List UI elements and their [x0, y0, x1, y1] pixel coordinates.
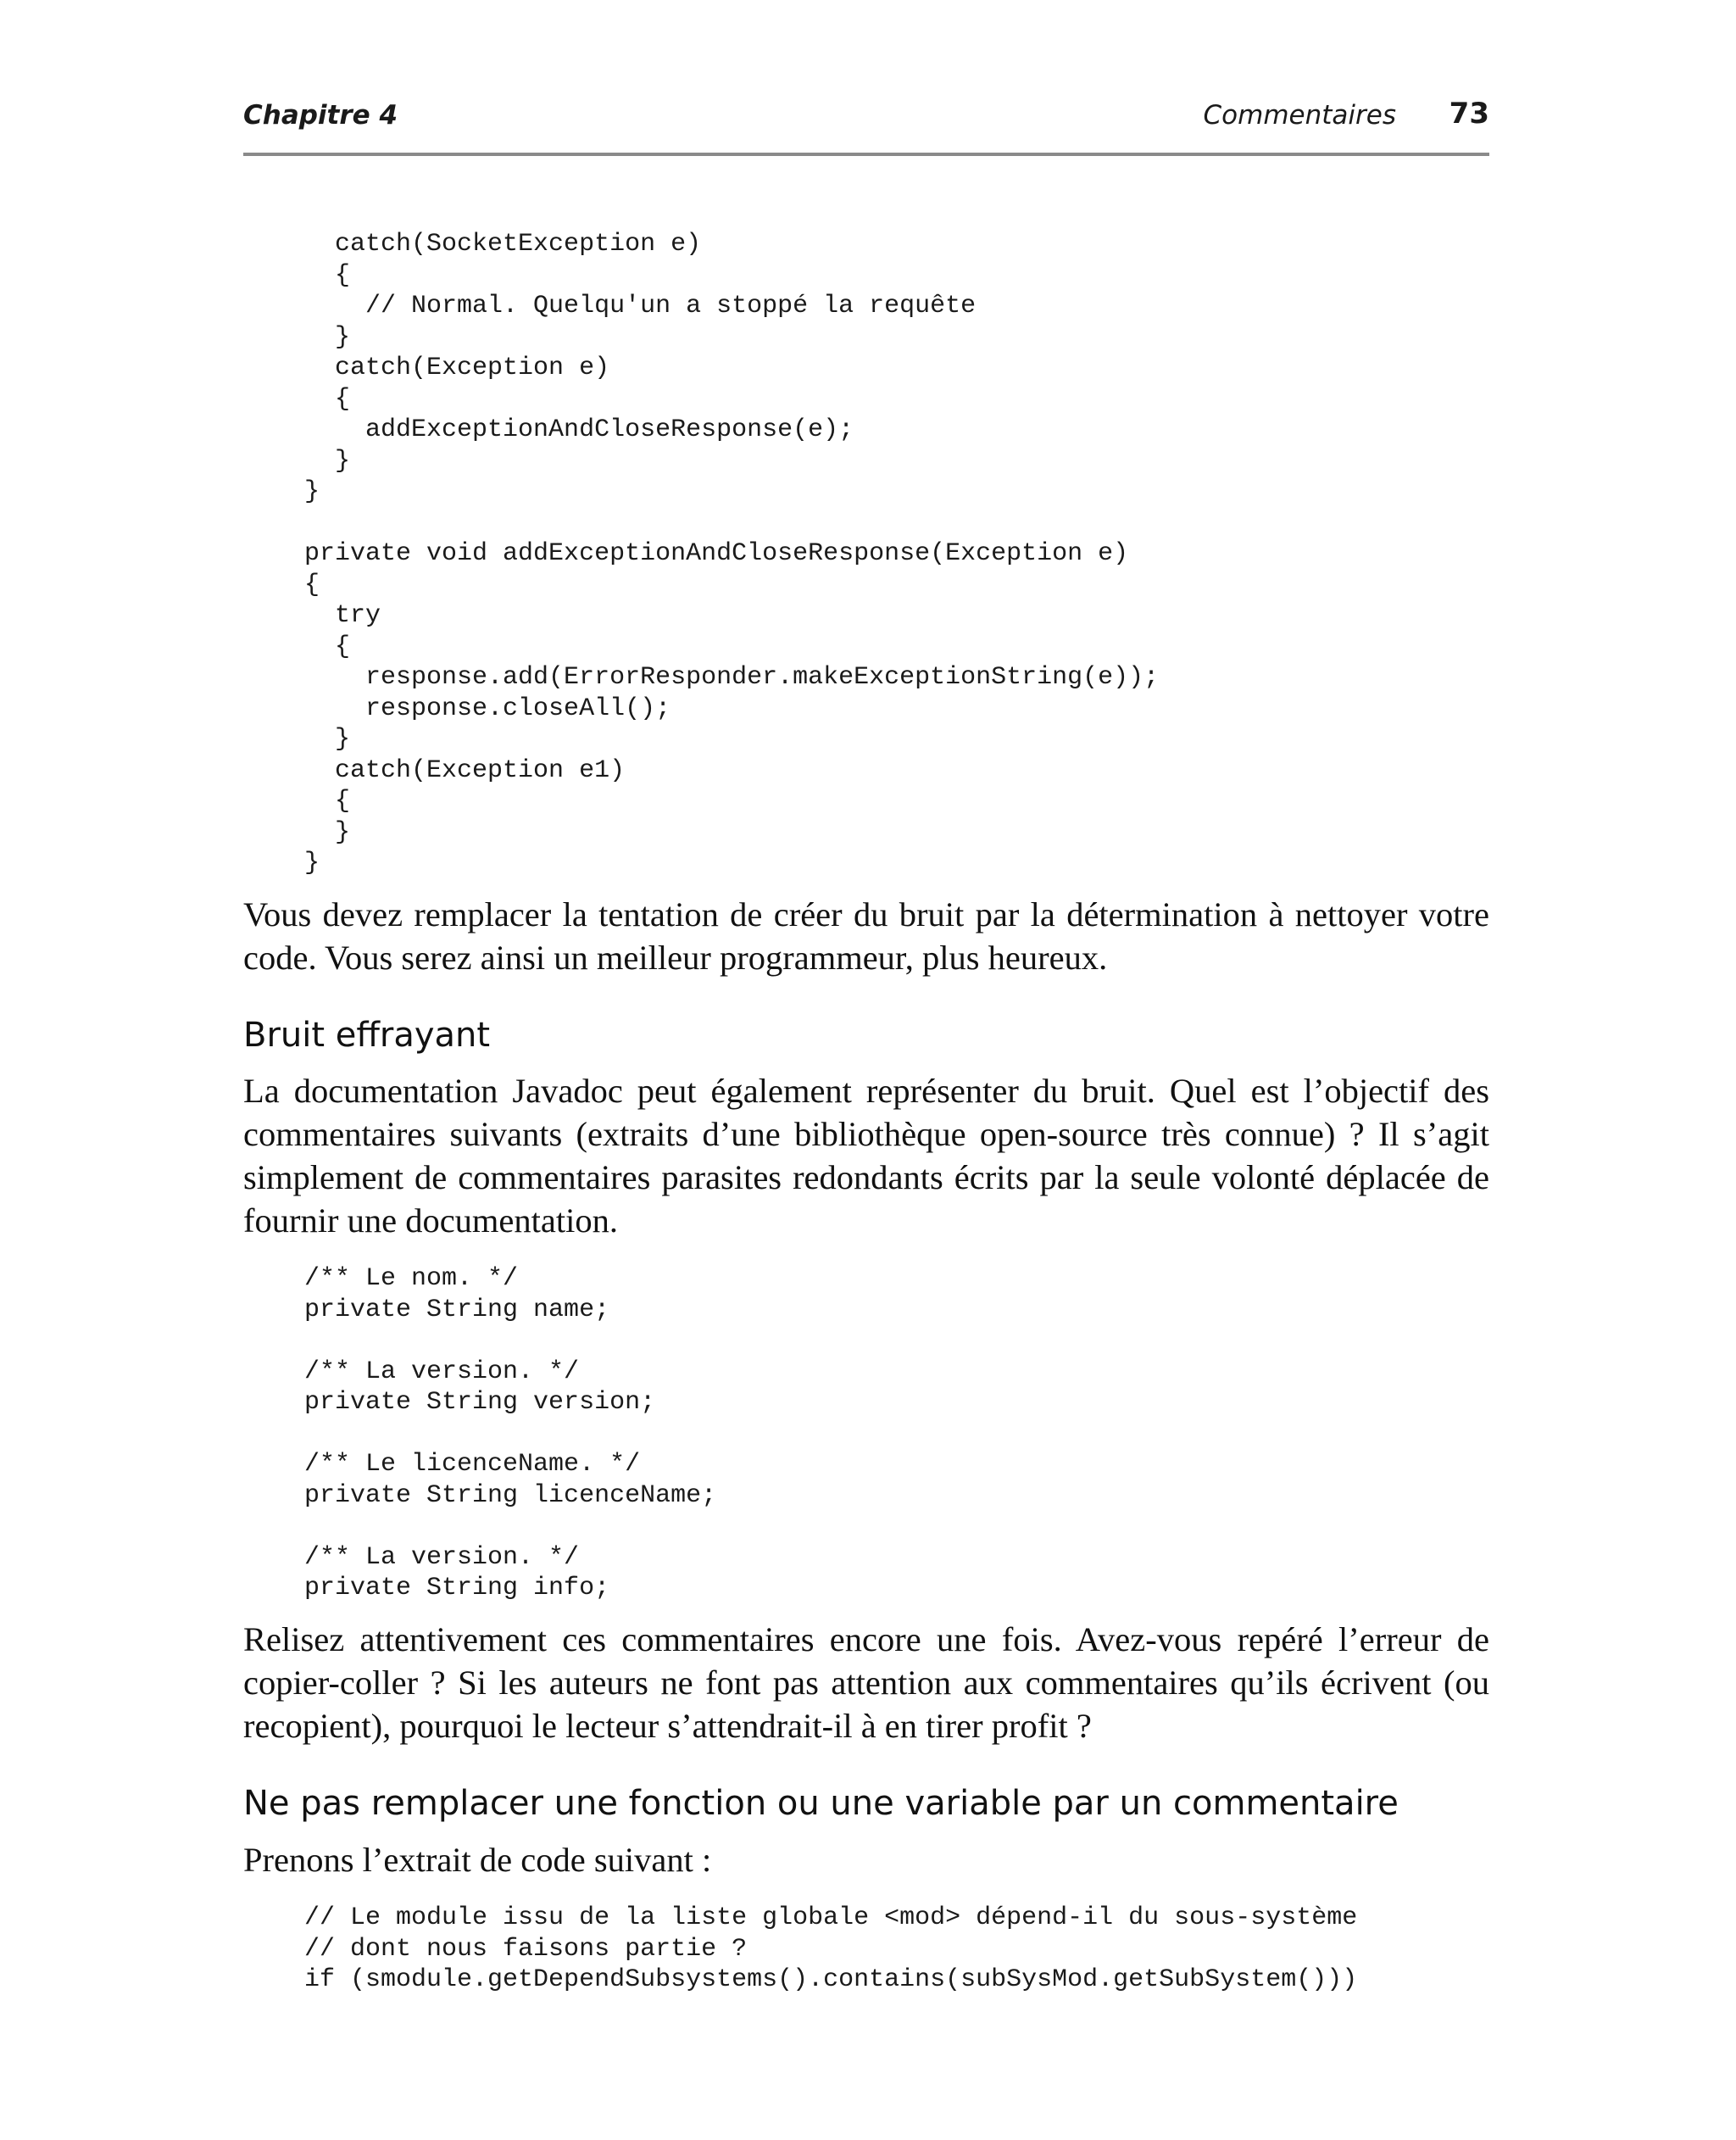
section-heading-bruit-effrayant: Bruit effrayant	[243, 1016, 491, 1055]
running-header	[243, 97, 1489, 156]
paragraph-noise-conclusion: Vous devez remplacer la tentation de créer du bruit par la détermination à nettoyer votre code. Vous serez ainsi un meilleur programmeur, plus heureux.	[243, 895, 1489, 977]
code-block-module-check: // Le module issu de la liste globale <mod> dépend-il du sous-système // dont nous faisons partie ? if (smodule.getDependSubsystems().contains(subSysMod.getSubSystem()))	[304, 1903, 1358, 1994]
section-label: Commentaires	[1203, 100, 1396, 131]
page-number: 73	[1449, 97, 1489, 131]
code-block-javadoc-fields: /** Le nom. */ private String name; /** La version. */ private String version; /** Le licenceName. */ private String licenceName; /** La version. */ private String info;	[304, 1264, 717, 1602]
paragraph-copy-paste-error: Relisez attentivement ces commentaires encore une fois. Avez-vous repéré l’erreur de copier-coller ? Si les auteurs ne font pas attention aux commentaires qu’ils écrivent (ou recopient), pourquoi le lecteur s’attendrait-il à en tirer profit ?	[243, 1620, 1489, 1745]
chapter-label: Chapitre 4	[243, 100, 398, 131]
code-block-exception-handling: catch(SocketException e) { // Normal. Quelqu'un a stoppé la requête } catch(Exception e) { addExceptionAndCloseResponse(e); } } private void addExceptionAndCloseResponse(Exception e) { try { response.add(ErrorResponder.makeExceptionString(e)); response.closeAll(); } catch(Exception e1) { } }	[304, 230, 1160, 878]
section-heading-function-variable: Ne pas remplacer une fonction ou une variable par un commentaire	[243, 1784, 1399, 1823]
paragraph-javadoc-noise: La documentation Javadoc peut également représenter du bruit. Quel est l’objectif des commentaires suivants (extraits d’une bibliothèque open-source très connue) ? Il s’agit simplement de commentaires parasites redondants écrits par la seule volonté déplacée de fournir une documentation.	[243, 1072, 1489, 1240]
paragraph-code-intro: Prenons l’extrait de code suivant :	[243, 1841, 712, 1879]
